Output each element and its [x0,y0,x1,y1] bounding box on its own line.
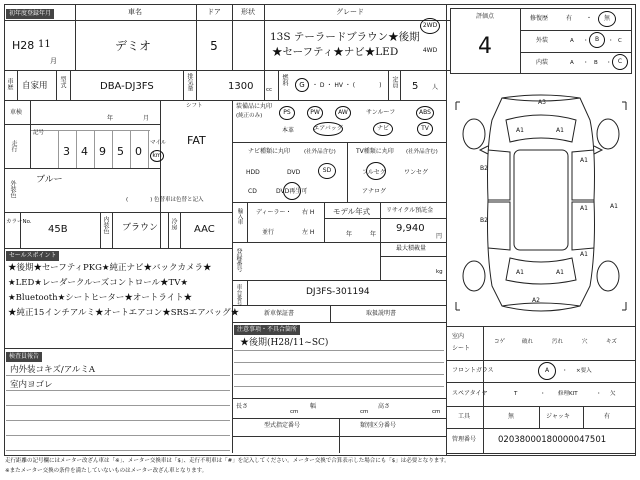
dmg-label-11: A1 [610,203,618,210]
jack-label: ジャッキ [546,413,570,420]
model-label: 型式 [59,76,66,88]
interior-color-label: 内装色 [102,216,109,234]
equip-airbag: エアバッグ [313,125,343,132]
spare-label: スペアタイヤ [452,390,488,397]
int-grade-dot2: ・ [606,60,612,66]
recycle-yen: 円 [436,233,443,240]
tv-analog: アナログ [362,188,387,195]
tv-heading: TV種類に丸印 [356,148,394,155]
usage-value: 自家用 [22,81,48,91]
equip-pw: PW [310,109,320,116]
import-dealer: ディーラー・ [256,209,292,216]
navi-sd: SD [322,167,332,174]
int-grade-a: A [570,60,574,66]
navi-dvd: DVD [287,169,301,176]
glass-a-circle [538,362,556,380]
mile-label: マイル [150,140,167,146]
width-unit: cm [360,409,369,415]
recycle-value: 9,940 [396,223,425,234]
car-name: デミオ [115,39,152,53]
drive-4wd: 4WD [422,47,438,54]
bracket-br [622,302,626,310]
reg-year: H28 [12,39,35,52]
capacity-value: 5 [412,81,419,92]
dmg-label-6: A1 [580,157,588,164]
tv-fullseg-circle [366,162,386,180]
import-lh: 左 H [302,229,315,236]
reg-month-suffix: 月 [50,57,57,65]
class-number-label: 類別区分番号 [360,422,397,429]
length-label: 長さ [236,403,249,410]
inspection-year-unit: 年 [107,115,114,122]
mileage-label: 走行 [10,140,17,152]
dmg-label-12: A2 [532,297,540,304]
glass-dot: ・ [562,368,568,374]
inspection-month-unit: 月 [143,115,150,122]
equip-leather: 本革 [282,127,295,134]
notes-heading: 注意事項・不具合箇所 [234,325,300,335]
capacity-label: 定員 [391,76,398,88]
chassis-label: 車台番号 [235,284,242,306]
warranty-label: 新車保証書 [264,310,295,317]
model-year-label: モデル年式 [333,207,371,216]
ext-grade-c: C [618,38,622,44]
inspector-line-1: 内外装コキズ/アルミA [10,365,95,375]
mileage-digit-1: 3 [63,145,70,158]
color-no-label: カラーNo. [6,219,32,225]
reg-month: 11 [38,39,51,50]
ac-value: AAC [194,224,215,235]
int-grade-c-circle [612,54,628,70]
equip-aw: AW [338,109,348,116]
repair-none: 無 [603,15,610,22]
navi-hdd: HDD [246,169,260,176]
footer-line-1: 走行距離の記号欄にはメーター改ざん車は「※」、メーター交換車は「$」、走行不明車は「#」を記入してください。メーター交換で合算表示した場合にも「$」は必要となります。 [5,458,450,464]
capacity-unit: 人 [432,84,439,91]
spare-t: T [514,391,518,397]
manage-number: 02038000180000047501 [498,435,607,445]
car-door-rl [488,202,510,250]
grade-line2: ★セーフティ★ナビ★LED [272,46,399,58]
model-value: DBA-DJ3FS [100,81,154,92]
wheel-rear-left [463,261,485,291]
glass-a: A [544,367,550,374]
seat-scratch: キズ [606,339,617,345]
fuel-rest: ・ D ・ HV ・ ( ) [312,82,382,89]
dmg-label-7: A1 [580,205,588,212]
equip-aw-circle [335,106,351,120]
car-body-outline [488,95,595,311]
width-label: 幅 [310,403,317,410]
inspection-label: 車検 [10,109,23,116]
disp-value: 1300 [228,81,254,92]
import-parallel: 並行 [262,229,275,236]
drive-2wd-circle [420,18,440,34]
dmg-label-3: A1 [556,127,564,134]
doors-value: 5 [210,39,218,53]
equip-sunroof: サンルーフ [366,109,396,116]
sales-line-4: ★純正15インチアルミ★オートエアコン★SRSエアバッグ★ [8,308,240,318]
grade-label: グレード [336,8,364,16]
disp-label: 排気量 [186,73,193,91]
seat-label-1: 室内 [452,333,465,340]
equip-navi: ナビ [376,125,389,132]
equip-heading: 装備品に丸印 [236,103,273,110]
mileage-digit-3: 9 [99,145,106,158]
repair-yes: 有 [566,15,573,22]
shape-label: 形状 [241,8,255,16]
repair-dot: ・ [586,15,593,22]
reg-date-label: 初年度登録年月 [6,9,54,19]
spare-dot1: ・ [540,391,546,397]
dmg-label-1: A3 [538,99,546,106]
import-rh: 右 H [302,209,315,216]
seat-dirt: 汚れ [552,339,564,345]
tv-sub: (社外品含む) [406,149,438,155]
cc-unit: cc [266,87,273,93]
sales-heading: セールスポイント [6,251,59,261]
equip-ps-circle [279,106,295,120]
equip-pw-circle [307,106,323,120]
digits-label: 記号 [33,130,45,136]
score-value: 4 [478,34,492,59]
car-roof [514,150,568,250]
equip-abs: ABS [419,109,431,116]
wheel-front-right [597,119,619,149]
mirror-right [594,146,602,154]
equip-tv-circle [417,122,433,136]
equip-tv: TV [421,125,429,132]
color-note: ( ) 色替車は色替と記入 [126,197,204,203]
plate-label: 車歴 [6,78,13,90]
int-grade-c: C [617,58,623,65]
max-load-label: 最大積載量 [396,245,427,252]
doors-label: ドア [207,8,221,16]
fuel-label: 燃料 [281,74,288,86]
chassis-value: DJ3FS-301194 [306,287,370,297]
equip-ps: PS [283,109,291,116]
tv-oneseg: ワンセグ [404,169,429,176]
seat-label-2: シート [452,345,471,352]
spare-dot2: ・ [596,391,602,397]
exterior-color-label: 外装色 [9,180,16,198]
tool-label: 工具 [458,413,471,420]
ext-grade-b: B [594,36,600,43]
int-grade-b: B [594,60,598,66]
sales-line-2: ★LED★レーダークルーズコントロール★TV★ [8,278,188,288]
fuel-g-circle [295,78,309,92]
car-name-label: 車名 [128,8,142,16]
sales-line-1: ★後期★セーフティPKG★純正ナビ★バックカメラ★ [8,263,212,273]
spare-kit: 修理KIT [558,391,578,397]
recycle-label: リサイクル預託金 [386,207,434,214]
type-number-label: 型式指定番号 [264,422,301,429]
tv-fullseg: フルセグ [362,169,386,176]
int-grade-dot1: ・ [583,60,589,66]
fuel-g: G [299,80,305,89]
exterior-color-value: ブルー [36,175,63,185]
exterior-grade-label: 外装 [536,37,549,44]
dmg-label-5: B2 [480,217,488,224]
manual-label: 取扱説明書 [366,310,397,317]
equip-airbag-circle [313,122,343,136]
import-label: 輸入車 [236,208,243,225]
seat-burn: コゲ [494,339,506,345]
car-door-fl [488,150,510,200]
dmg-label-10: A1 [556,269,564,276]
dmg-label-8: A1 [580,251,588,258]
spare-missing: 欠 [610,391,616,397]
drive-2wd: 2WD [422,22,438,29]
navi-dvd-play: DVD再生可 [276,188,308,195]
mileage-digit-2: 4 [81,145,88,158]
bracket-bl [456,302,460,310]
length-unit: cm [290,409,299,415]
mileage-digit-5: 0 [135,145,142,158]
equip-abs-circle [416,106,434,120]
ext-grade-b-circle [589,32,605,48]
model-year-value: 年 年 [346,231,377,238]
interior-color-value: ブラウン [122,223,159,233]
dmg-label-2: A1 [516,127,524,134]
shift-value: FAT [187,134,206,147]
tool-value: 無 [508,413,515,420]
sales-line-3: ★Bluetooth★シートヒーター★オートライト★ [8,293,193,303]
bracket-tr [622,102,626,110]
interior-grade-label: 内装 [536,59,549,66]
mirror-left [480,146,488,154]
equip-navi-circle [373,122,393,136]
navi-dvd-play-circle [283,182,301,200]
inspector-heading: 検査員報告 [6,352,42,362]
ext-grade-dot2: ・ [608,38,614,44]
ext-grade-dot1: ・ [583,38,589,44]
jack-value: 有 [604,413,611,420]
wheel-rear-right [597,261,619,291]
seat-tear: 破れ [522,339,534,345]
km-circle [150,150,164,162]
notes-text: ★後期(H28/11~SC) [240,338,329,348]
max-load-kg: kg [436,269,443,275]
mileage-digit-4: 5 [117,145,124,158]
navi-cd: CD [248,188,257,195]
footer-line-2: ※またメーター交換の条件を満たしていないものはメーター改ざん車となります。 [5,468,208,474]
color-no-value: 45B [48,224,68,235]
seat-hole: 穴 [582,339,588,345]
inspector-line-2: 室内ヨゴレ [10,380,53,390]
bracket-tl [456,102,460,110]
score-label: 評価点 [475,13,495,20]
dmg-label-4: B2 [480,165,488,172]
dmg-label-9: A1 [516,269,524,276]
glass-label: フロントガラス [452,367,494,374]
navi-sd-circle [318,163,336,179]
km-label: km [152,152,162,159]
equip-sub: (純正のみ) [236,113,263,119]
ac-label: 冷房 [170,218,177,230]
wheel-front-left [463,119,485,149]
navi-sub: (社外品含む) [304,149,336,155]
height-unit: cm [432,409,441,415]
height-label: 高さ [378,403,391,410]
manage-label: 管理番号 [452,436,477,443]
navi-heading: ナビ種類に丸印 [248,148,291,155]
car-rear-bumper [502,303,580,306]
shift-label: シフト [186,103,203,109]
car-diagram [450,90,632,325]
repair-none-circle [598,11,616,27]
grade-line1: 13S テーラードブラウン★後期 [270,31,420,43]
registration-label: 登録番号 [235,248,242,272]
repair-label: 修復歴 [530,15,549,22]
ext-grade-a: A [570,38,574,44]
glass-replace: ×要入 [576,368,592,374]
